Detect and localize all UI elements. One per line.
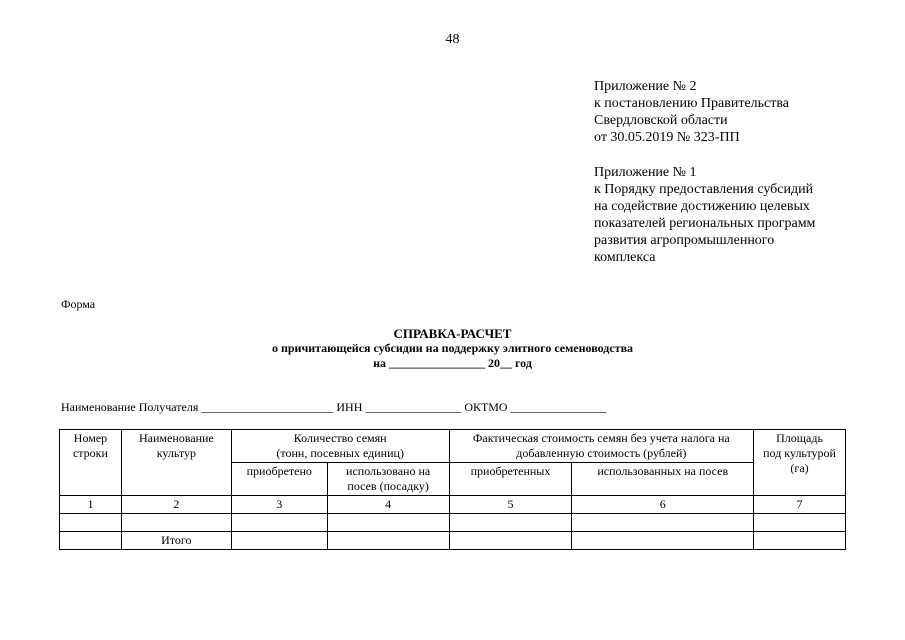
header-text: посев (посадку) <box>347 479 429 493</box>
header-text: под культурой <box>763 446 836 460</box>
empty-cell <box>231 514 327 532</box>
empty-cell <box>449 532 572 550</box>
header-text: Фактическая стоимость семян без учета налога на <box>472 431 730 445</box>
empty-cell <box>572 532 754 550</box>
annex-2-block <box>594 78 789 146</box>
header-text: Номер <box>73 431 108 445</box>
total-label: Итого <box>121 532 231 550</box>
annex-1-line: развития агропромышленного <box>594 233 775 248</box>
recipient-line: Наименование Получателя ______________________ ИНН ________________ ОКТМО ________________ <box>61 400 607 414</box>
header-text: культур <box>156 446 196 460</box>
document-title-subtitle: о причитающейся субсидии на поддержку элитного семеноводства <box>271 341 634 355</box>
column-number: 7 <box>754 496 846 514</box>
annex-2-line: к постановлению Правительства <box>594 96 790 111</box>
empty-cell <box>754 532 846 550</box>
document-title-main: СПРАВКА-РАСЧЕТ <box>393 326 512 341</box>
table-row <box>60 514 846 532</box>
annex-1-line: на содействие достижению целевых <box>594 199 810 214</box>
header-seed-quantity <box>231 430 449 463</box>
annex-1-line: к Порядку предоставления субсидий <box>594 182 814 197</box>
column-number: 1 <box>60 496 122 514</box>
column-number: 4 <box>327 496 449 514</box>
header-text: строки <box>72 446 108 460</box>
empty-cell <box>449 514 572 532</box>
empty-cell <box>327 514 449 532</box>
empty-cell <box>60 532 122 550</box>
annex-2-line: Свердловской области <box>594 113 728 128</box>
header-actual-cost <box>449 430 754 463</box>
annex-1-title: Приложение № 1 <box>594 165 697 180</box>
header-text: Площадь <box>776 431 823 445</box>
column-number: 3 <box>231 496 327 514</box>
subsidy-table <box>59 429 846 550</box>
header-text: использовано на <box>346 464 431 478</box>
document-title <box>0 326 905 371</box>
header-crop-name <box>121 430 231 496</box>
header-acquired: приобретено <box>231 463 327 496</box>
annex-2-line: от 30.05.2019 № 323-ПП <box>594 130 740 145</box>
header-acquired-cost: приобретенных <box>449 463 572 496</box>
header-text: (тонн, посевных единиц) <box>276 446 404 460</box>
empty-cell <box>754 514 846 532</box>
empty-cell <box>231 532 327 550</box>
annex-1-line: комплекса <box>594 250 656 265</box>
header-text: Наименование <box>138 431 214 445</box>
column-number: 5 <box>449 496 572 514</box>
document-title-period: на ________________ 20__ год <box>373 356 532 370</box>
form-label: Форма <box>61 297 96 311</box>
annex-2-title: Приложение № 2 <box>594 79 697 94</box>
annex-1-block <box>594 164 815 266</box>
column-number: 2 <box>121 496 231 514</box>
column-number: 6 <box>572 496 754 514</box>
header-text: Количество семян <box>293 431 387 445</box>
header-text: (га) <box>790 461 809 475</box>
total-row <box>60 532 846 550</box>
annex-1-line: показателей региональных программ <box>594 216 816 231</box>
empty-cell <box>121 514 231 532</box>
header-row-number <box>60 430 122 496</box>
column-number-row <box>60 496 846 514</box>
page-number: 48 <box>445 32 460 47</box>
header-used-cost: использованных на посев <box>572 463 754 496</box>
empty-cell <box>572 514 754 532</box>
header-text: добавленную стоимость (рублей) <box>516 446 687 460</box>
empty-cell <box>60 514 122 532</box>
empty-cell <box>327 532 449 550</box>
header-area <box>754 430 846 496</box>
header-used <box>327 463 449 496</box>
